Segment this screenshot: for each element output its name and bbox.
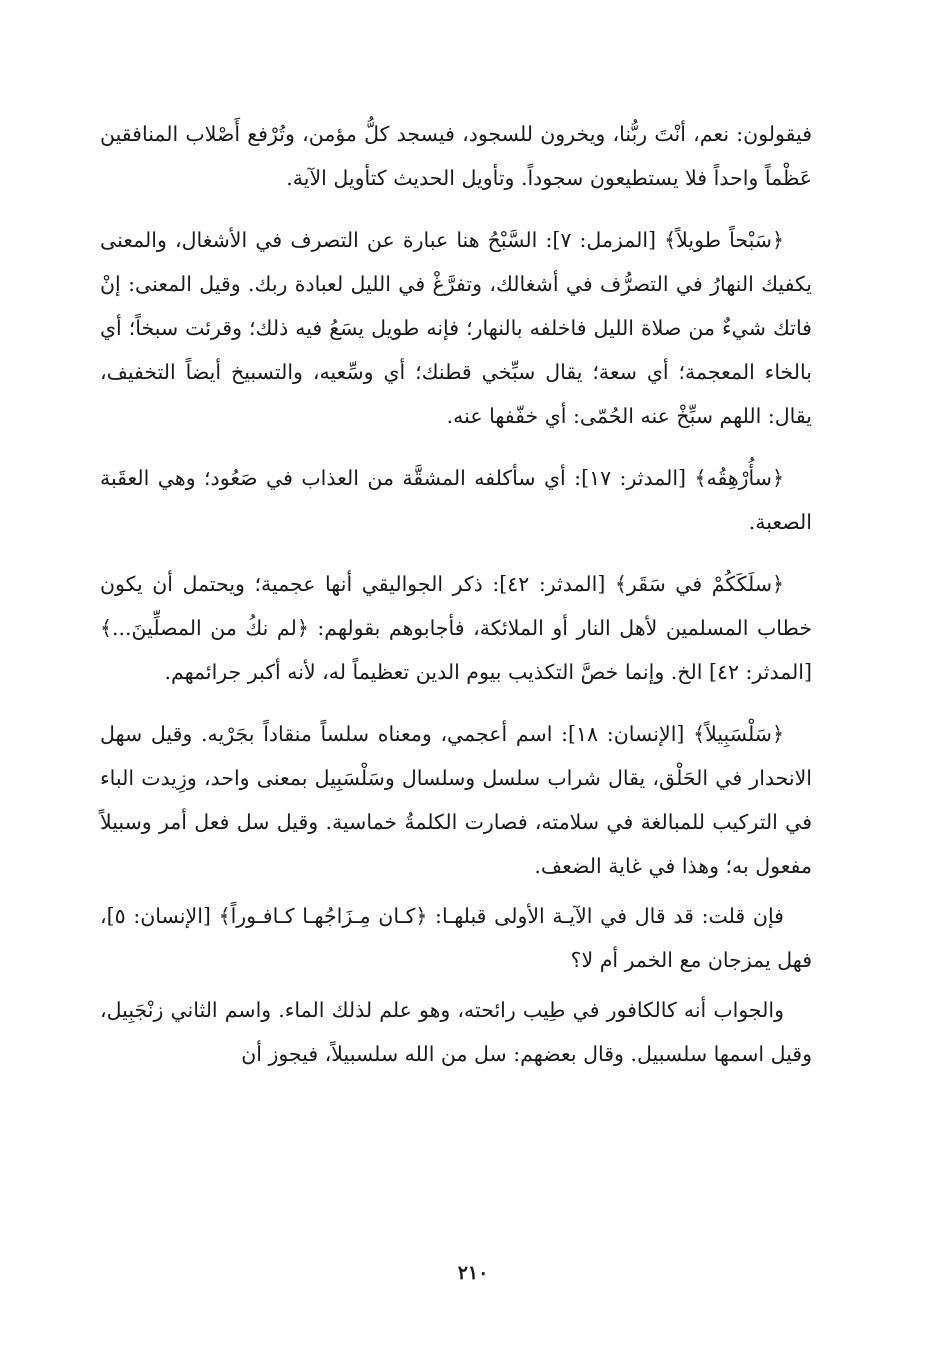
paragraph-6: فإن قلت: قد قال في الآيـة الأولى قبلهـا: ﴿كـان مِـزَاجُهـا كـافـوراً﴾ [الإنسان: ٥]، فهل يمزجان مع الخمر أم لا؟	[100, 904, 812, 972]
paragraph-5: ﴿سَلْسَبِيلاً﴾ [الإنسان: ١٨]: اسم أعجمي، ومعناه سلساً منقاداً بجَرْيه. وقيل سهل الانحدار في الحَلْق، يقال شراب سلسل وسلسال وسَلْسَبِيل بمعنى واحد، وزِيدت الباء في التركيب للمبالغة في سلامته، فصارت الكلمةُ خماسية. وقيل سل فعل أمر وسبيلاً مفعول به؛ وهذا في غاية الضعف.	[100, 722, 812, 878]
paragraph-3: ﴿سأُرْهِقُه﴾ [المدثر: ١٧]: أي سأكلفه المشقَّة من العذاب في صَعُود؛ وهي العقَبة الصعبة.	[100, 466, 812, 534]
paragraph-4: ﴿سلَكَكُمْ في سَقَر﴾ [المدثر: ٤٢]: ذكر الجواليقي أنها عجمية؛ ويحتمل أن يكون خطاب المسلمين لأهل النار أو الملائكة، فأجابوهم بقولهم: ﴿لم نكُ من المصلِّينَ...﴾ [المدثر: ٤٢] الخ. وإنما خصَّ التكذيب بيوم الدين تعظيماً له، لأنه أكبر جرائمهم.	[100, 572, 812, 684]
paragraph-7: والجواب أنه كالكافور في طِيب رائحته، وهو علم لذلك الماء. واسم الثاني زنْجَبِيل، وقيل اسمها سلسبيل. وقال بعضهم: سل من الله سلسبيلاً، فيجوز أن	[100, 998, 812, 1066]
paragraph-1: فيقولون: نعم، أنْتَ ربُّنا، ويخرون للسجود، فيسجد كلُّ مؤمن، وتُرْفع أَصْلاب المنافقين عَظْماً واحداً فلا يستطيعون سجوداً. وتأويل الحديث كتأويل الآية.	[100, 122, 812, 190]
paragraph-2: ﴿سَبْحاً طويلاً﴾ [المزمل: ٧]: السَّبْحُ هنا عبارة عن التصرف في الأشغال، والمعنى يكفيك النهارُ في التصرُّف في أشغالك، وتفرَّغْ في الليل لعبادة ربك. وقيل المعنى: إنْ فاتك شيءٌ من صلاة الليل فاخلفه بالنهار؛ فإنه طويل يسَعُ فيه ذلك؛ وقرئت سبخاً؛ أي بالخاء المعجمة؛ أي سعة؛ يقال سبِّخي قطنك؛ أي وسِّعيه، والتسبيخ أيضاً التخفيف، يقال: اللهم سبِّخْ عنه الحُمّى: أي خفّفها عنه.	[100, 228, 812, 428]
page-number: ٢١٠	[457, 1262, 489, 1284]
document-page	[100, 112, 812, 1312]
